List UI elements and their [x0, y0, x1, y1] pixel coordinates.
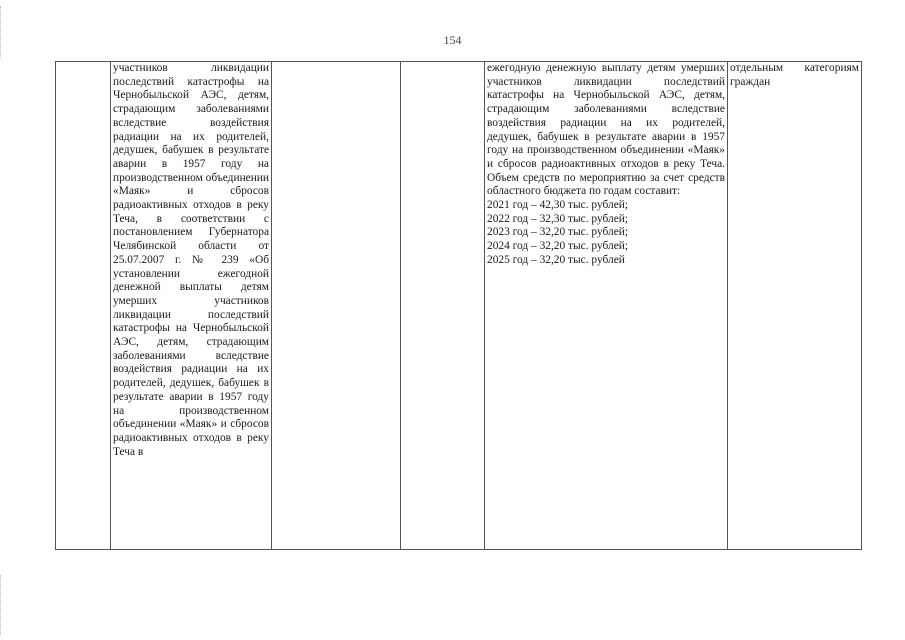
- recipient-category: отдельным категориям граждан: [730, 62, 859, 88]
- year-amount-2024: 2024 год – 32,20 тыс. рублей;: [487, 240, 629, 253]
- document-table: [55, 61, 862, 550]
- scan-edge-dots-top: [0, 6, 4, 58]
- year-amount-2023: 2023 год – 32,20 тыс. рублей;: [487, 226, 629, 239]
- page-number: 154: [443, 33, 462, 47]
- table-row: [56, 62, 862, 550]
- measure-description: ежегодную денежную выплату детям умерших участников ликвидации последствий катастрофы на Чернобыльской АЭС, детям, страдающим заболеваниями вследствие воздействия радиации на их родителей, дедушек, бабушек в результате аварии в 1957 году на производственном объединении «Маяк» и сбросов радиоактивных отходов в реку Теча. Объем средств по мероприятию за счет средств областного бюджета по годам составит:: [487, 62, 725, 198]
- table-cell-col1: [56, 62, 111, 550]
- year-amount-2025: 2025 год – 32,20 тыс. рублей: [487, 253, 625, 266]
- table-cell-col4: [401, 62, 485, 550]
- year-amount-2022: 2022 год – 32,30 тыс. рублей;: [487, 212, 629, 225]
- table-cell-col6: [728, 62, 862, 550]
- scan-edge-dots-bottom: [0, 575, 4, 635]
- year-amount-2021: 2021 год – 42,30 тыс. рублей;: [487, 199, 629, 212]
- decree-text: участников ликвидации последствий катастрофы на Чернобыльской АЭС, детям, страдающим заболеваниями вследствие воздействия радиации на их родителей, дедушек, бабушек в результате аварии в 1957 году на производственном объединении «Маяк» и сбросов радиоактивных отходов в реку Теча, в соответствии с постановлением Губернатора Челябинской области от 25.07.2007 г. № 239 «Об установлении ежегодной денежной выплаты детям умерших участников ликвидации последствий катастрофы на Чернобыльской АЭС, детям, страдающим заболеваниями вследствие воздействия радиации на их родителей, дедушек, бабушек в результате аварии в 1957 году на производственном объединении «Маяк» и сбросов радиоактивных отходов в реку Теча в: [113, 62, 270, 458]
- table-cell-col5: [485, 62, 728, 550]
- table-cell-col3: [272, 62, 401, 550]
- table-cell-col2: [111, 62, 272, 550]
